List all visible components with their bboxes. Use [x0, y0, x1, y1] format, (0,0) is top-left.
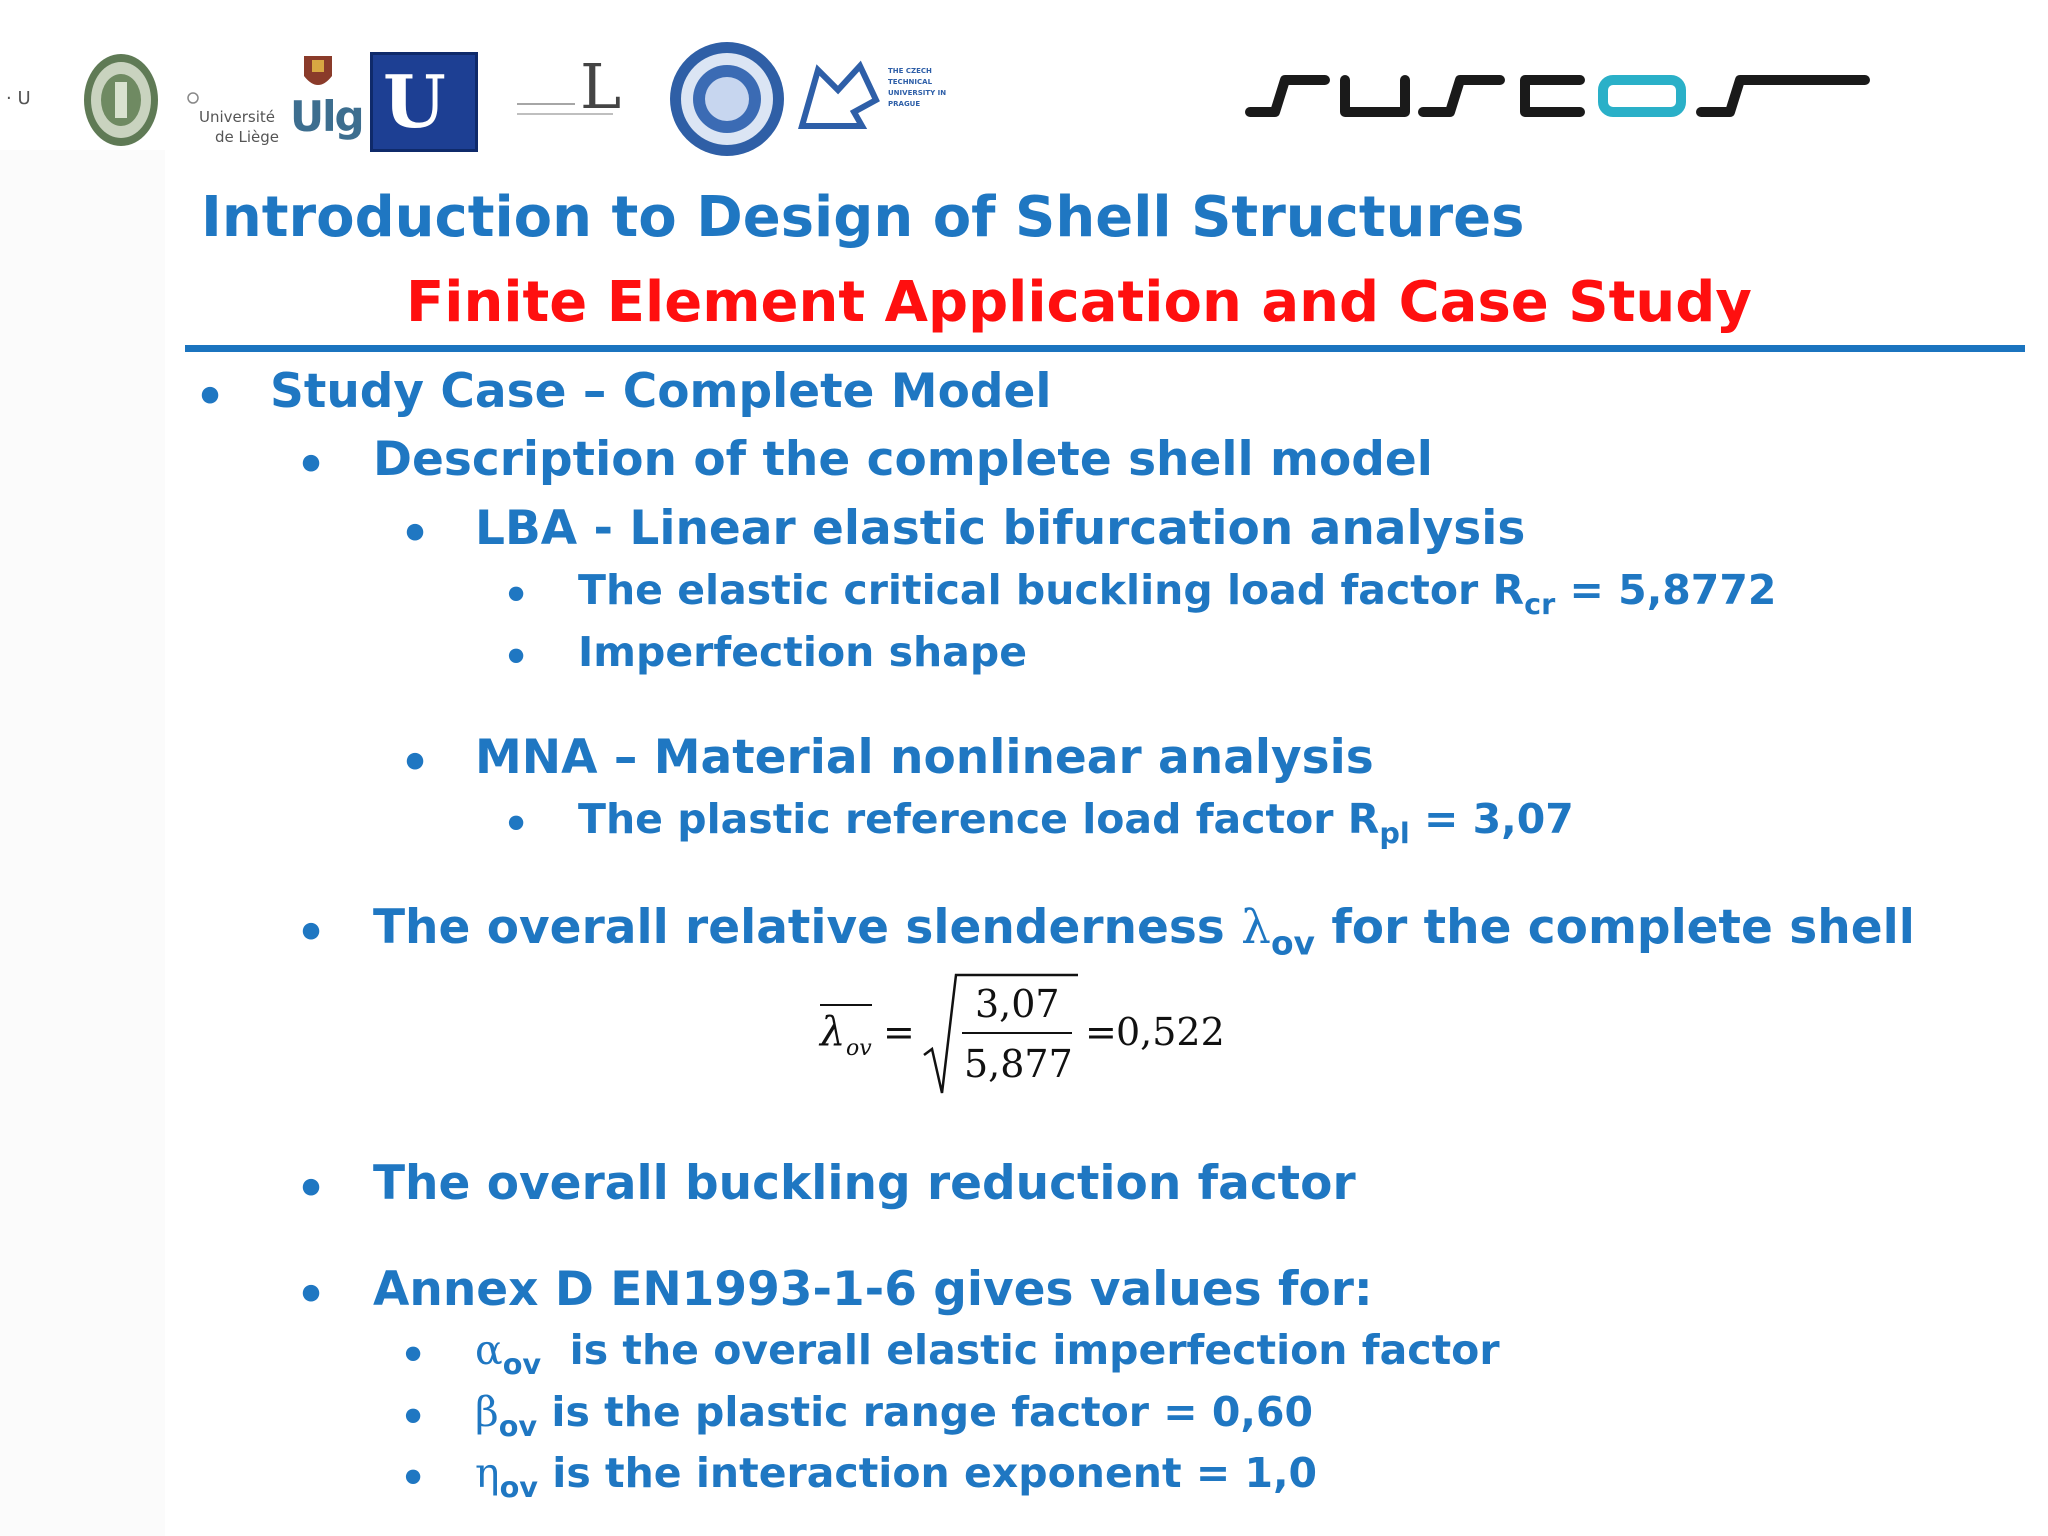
- bullet-study-case: Study Case – Complete Model: [270, 364, 1052, 419]
- bullet-imperfection: Imperfection shape: [578, 628, 1027, 676]
- rpl-value: = 3,07: [1409, 795, 1574, 843]
- rcr-value: = 5,8772: [1555, 566, 1777, 614]
- lambda-subscript: ov: [1270, 923, 1315, 963]
- beta-subscript: ov: [498, 1409, 538, 1444]
- ctu-lion-icon: [798, 60, 880, 130]
- bullet-annex-d: Annex D EN1993-1-6 gives values for:: [373, 1262, 1373, 1317]
- bullet-dot: •: [400, 736, 431, 791]
- university-seal-logo: [82, 52, 160, 148]
- bullet-dot: •: [400, 1331, 427, 1379]
- slide-title: Introduction to Design of Shell Structures: [201, 185, 1525, 250]
- bullet-dot: •: [400, 1454, 427, 1502]
- logo-small-text: · U: [6, 88, 31, 109]
- eta-subscript: ov: [499, 1470, 538, 1505]
- slenderness-formula: [820, 975, 1250, 1100]
- ut-logo-mark: U: [383, 59, 446, 144]
- beta-symbol: β: [475, 1388, 499, 1436]
- uliege-logo-mark: Ulg: [290, 92, 363, 141]
- formula-lambda: λ: [820, 1009, 846, 1055]
- eta-symbol: η: [475, 1449, 500, 1497]
- formula-numerator: 3,07: [975, 982, 1060, 1026]
- lulea-logo-mark: L: [580, 50, 622, 123]
- ut-logo: [370, 52, 478, 152]
- bullet-slenderness: [373, 900, 1915, 963]
- suscos-logo-label: suscos: [1245, 55, 1299, 74]
- bullet-dot: •: [400, 1393, 427, 1441]
- formula-denominator: 5,877: [964, 1042, 1073, 1086]
- bullet-lba: LBA - Linear elastic bifurcation analysis: [475, 501, 1526, 556]
- bullet-description: Description of the complete shell model: [373, 432, 1433, 487]
- rcr-subscript: cr: [1524, 587, 1556, 622]
- side-shade: [0, 150, 165, 1536]
- bullet-dot: •: [195, 370, 226, 425]
- rpl-label: The plastic reference load factor R: [578, 795, 1380, 843]
- bullet-rpl: [578, 795, 1574, 850]
- bullet-dot: •: [400, 507, 431, 562]
- bullet-dot: •: [503, 800, 530, 848]
- uliege-crest-icon: [300, 52, 336, 94]
- formula-result: 0,522: [1116, 1010, 1225, 1054]
- suscos-logo: [1245, 55, 1875, 122]
- bullet-rcr: [578, 566, 1776, 621]
- bullet-eta: [475, 1449, 1317, 1504]
- formula-lambda-sub: ov: [846, 1036, 872, 1061]
- liege-logo-text-1: Université: [199, 108, 276, 126]
- liege-logo-text-2: de Liège: [215, 128, 280, 146]
- title-divider: [185, 345, 2025, 352]
- rpl-subscript: pl: [1379, 816, 1410, 851]
- bullet-dot: •: [503, 571, 530, 619]
- bullet-dot: •: [296, 438, 327, 493]
- formula-equals-1: =: [883, 1010, 915, 1054]
- lambda-symbol: λ: [1241, 900, 1271, 955]
- bullet-dot: •: [296, 1162, 327, 1217]
- eta-description: is the interaction exponent = 1,0: [538, 1449, 1318, 1497]
- bullet-beta: [475, 1388, 1313, 1443]
- slenderness-suffix: for the complete shell: [1315, 900, 1915, 955]
- bullet-dot: •: [296, 1268, 327, 1323]
- alpha-symbol: α: [475, 1326, 503, 1374]
- alpha-subscript: ov: [502, 1347, 542, 1382]
- bullet-dot: •: [296, 906, 327, 961]
- rcr-label: The elastic critical buckling load factor R: [578, 566, 1525, 614]
- bullet-mna: MNA – Material nonlinear analysis: [475, 730, 1374, 785]
- bullet-alpha: [475, 1326, 1500, 1381]
- liege-seal-icon: [187, 92, 201, 104]
- ctu-logo-text: THE CZECH TECHNICAL UNIVERSITY IN PRAGUE: [888, 67, 947, 108]
- slide-subtitle: Finite Element Application and Case Study: [406, 270, 1752, 335]
- formula-equals-2: =: [1085, 1010, 1117, 1054]
- slenderness-label: The overall relative slenderness: [373, 900, 1242, 955]
- bullet-dot: •: [503, 633, 530, 681]
- alpha-description: is the overall elastic imperfection factor: [541, 1326, 1500, 1374]
- bullet-reduction-factor: The overall buckling reduction factor: [373, 1156, 1356, 1211]
- napoli-seal-logo: [668, 40, 786, 158]
- beta-description: is the plastic range factor = 0,60: [537, 1388, 1314, 1436]
